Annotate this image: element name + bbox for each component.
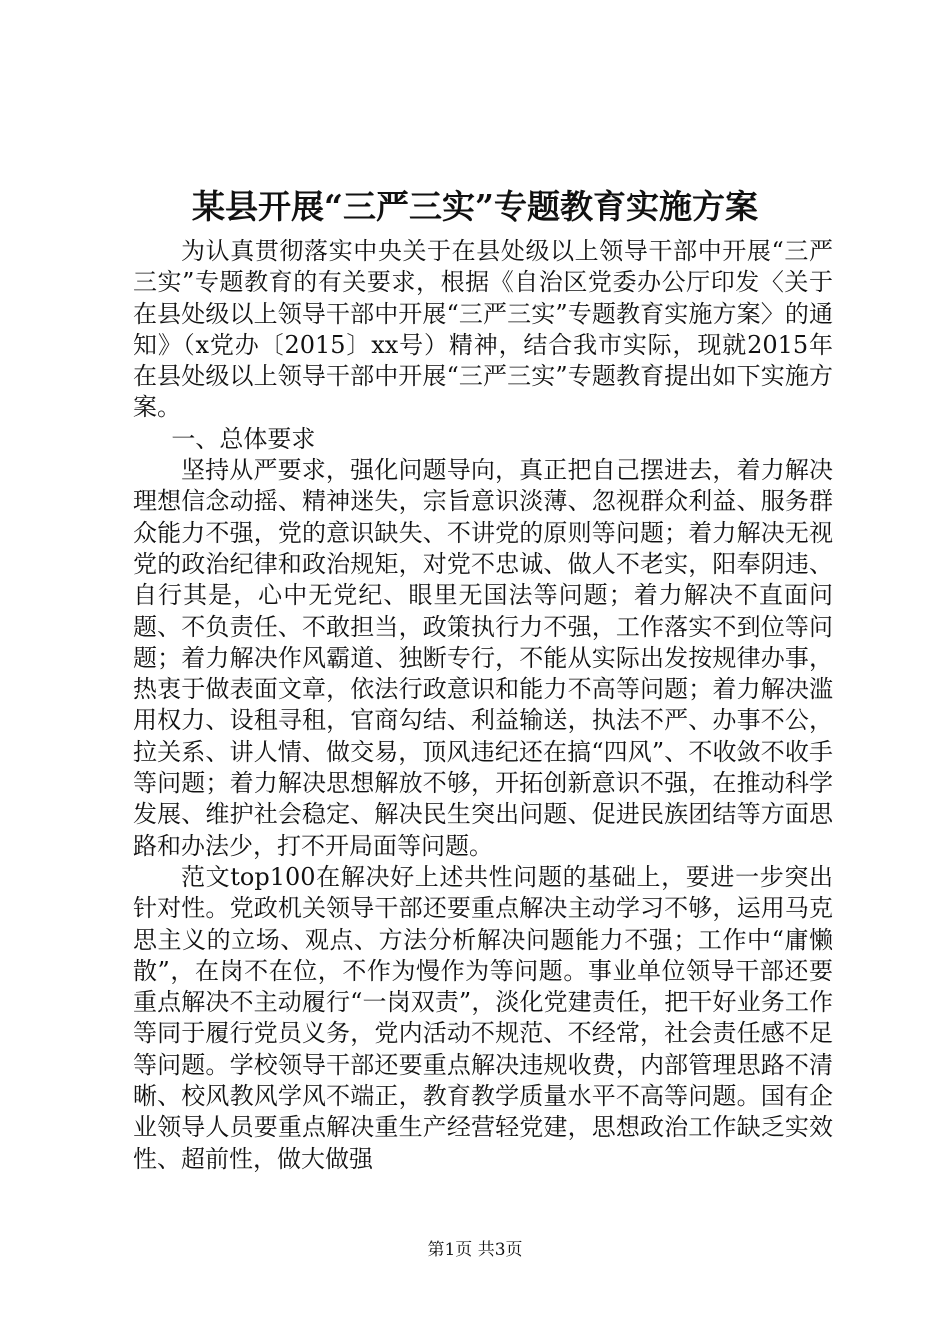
- document-body: [133, 236, 833, 1175]
- paragraph-intro: 为认真贯彻落实中央关于在县处级以上领导干部中开展“三严三实”专题教育的有关要求，根据《自治区党委办公厅印发〈关于在县处级以上领导干部中开展“三严三实”专题教育实施方案〉的通知》（x党办〔2015〕xx号）精神，结合我市实际，现就2015年在县处级以上领导干部中开展“三严三实”专题教育提出如下实施方案。: [133, 237, 833, 422]
- document-title: 某县开展“三严三实”专题教育实施方案: [192, 187, 758, 226]
- paragraph-targeted-issues: 范文top100在解决好上述共性问题的基础上，要进一步突出针对性。党政机关领导干部还要重点解决主动学习不够，运用马克思主义的立场、观点、方法分析解决问题能力不强；工作中“庸懒散”，在岗不在位，不作为慢作为等问题。事业单位领导干部还要重点解决不主动履行“一岗双责”，淡化党建责任，把干好业务工作等同于履行党员义务，党内活动不规范、不经常，社会责任感不足等问题。学校领导干部还要重点解决违规收费，内部管理思路不清晰、校风教风学风不端正，教育教学质量水平不高等问题。国有企业领导人员要重点解决重生产经营轻党建，思想政治工作缺乏实效性、超前性，做大做强: [133, 862, 833, 1173]
- page-number: 第1页 共3页: [427, 1240, 523, 1260]
- paragraph-requirements: 坚持从严要求，强化问题导向，真正把自己摆进去，着力解决理想信念动摇、精神迷失，宗旨意识淡薄、忽视群众利益、服务群众能力不强，党的意识缺失、不讲党的原则等问题；着力解决无视党的政治纪律和政治规矩，对党不忠诚、做人不老实，阳奉阴违、自行其是，心中无党纪、眼里无国法等问题；着力解决不直面问题、不负责任、不敢担当，政策执行力不强，工作落实不到位等问题；着力解决作风霸道、独断专行，不能从实际出发按规律办事，热衷于做表面文章，依法行政意识和能力不高等问题；着力解决滥用权力、设租寻租，官商勾结、利益输送，执法不严、办事不公，拉关系、讲人情、做交易，顶风违纪还在搞“四风”、不收敛不收手等问题；着力解决思想解放不够，开拓创新意识不强，在推动科学发展、维护社会稳定、解决民生突出问题、促进民族团结等方面思路和办法少，打不开局面等问题。: [133, 456, 833, 860]
- section-heading: 一、总体要求: [171, 424, 316, 453]
